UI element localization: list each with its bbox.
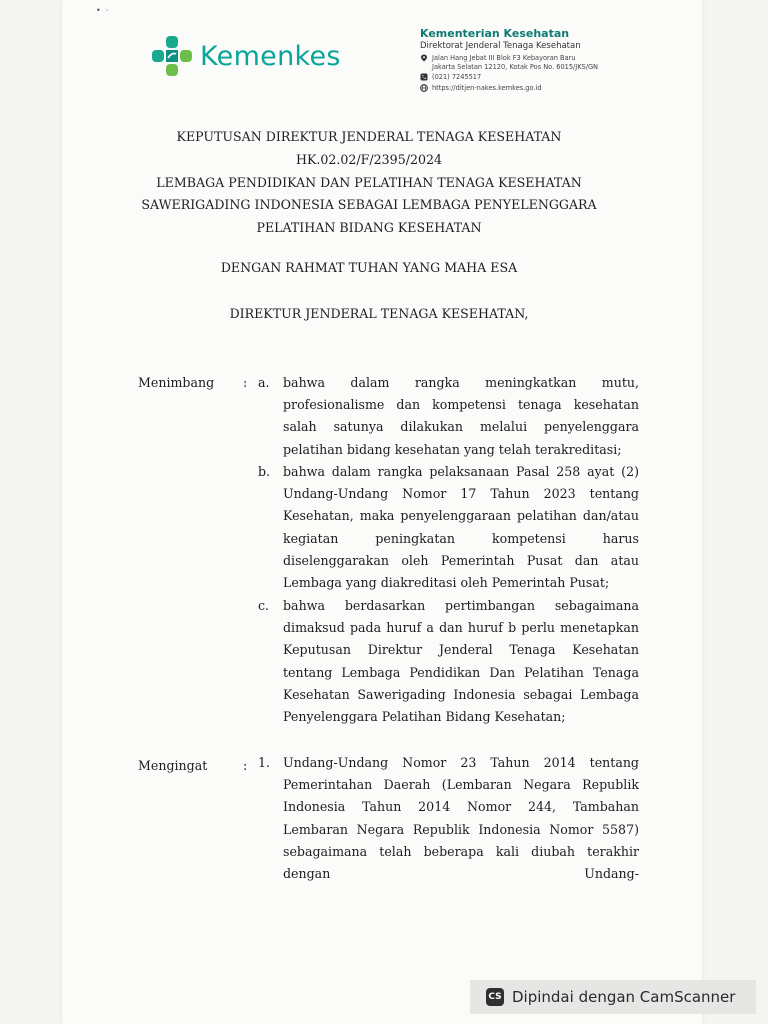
section-colon: : <box>243 375 248 390</box>
kemenkes-logo <box>150 34 341 78</box>
title-line-4: SAWERIGADING INDONESIA SEBAGAI LEMBAGA PENYELENGGARA <box>141 197 597 213</box>
phone-icon <box>420 73 428 81</box>
consideration-b: bahwa dalam rangka pelaksanaan Pasal 258 ayat (2) Undang-Undang Nomor 17 Tahun 2023 tentang Kesehatan, maka penyelenggaraan pelatihan dan/atau kegiatan peningkatan kompetensi harus diselenggarakan oleh Pemerintah Pusat dan atau Lembaga yang diakreditasi oleh Pemerintah Pusat; <box>283 464 639 591</box>
phone-row <box>420 73 598 82</box>
website-row <box>420 84 598 93</box>
location-pin-icon <box>420 54 428 62</box>
kemenkes-logo-icon <box>150 34 194 78</box>
item-marker: 1. <box>258 755 271 770</box>
official-title: DIREKTUR JENDERAL TENAGA KESEHATAN, <box>229 306 529 321</box>
camscanner-icon: CS <box>486 988 504 1006</box>
decree-number: HK.02.02/F/2395/2024 <box>295 151 442 167</box>
phone-number: (021) 7245517 <box>432 73 482 81</box>
item-marker: c. <box>258 598 270 613</box>
address-row <box>420 54 598 71</box>
item-marker: a. <box>258 375 270 390</box>
camscanner-watermark <box>470 980 756 1014</box>
directorate-name: Direktorat Jenderal Tenaga Kesehatan <box>420 41 581 51</box>
scan-specks: • · <box>96 6 109 15</box>
item-marker: b. <box>258 464 271 479</box>
legal-basis-1: Undang-Undang Nomor 23 Tahun 2014 tentang Pemerintahan Daerah (Lembaran Negara Republik Indonesia Tahun 2014 Nomor 244, Tambahan Lembaran Negara Republik Indonesia Nomor 5587) sebagaimana telah beberapa kali diubah terakhir dengan Undang- <box>283 755 639 882</box>
section-label-mengingat: Mengingat <box>138 758 208 773</box>
title-line-5: PELATIHAN BIDANG KESEHATAN <box>256 220 482 236</box>
section-colon: : <box>243 758 248 773</box>
ministry-name: Kementerian Kesehatan <box>420 27 570 40</box>
section-label-menimbang: Menimbang <box>138 375 215 390</box>
consideration-a: bahwa dalam rangka meningkatkan mutu, profesionalisme dan kompetensi tenaga kesehatan salah satunya dilakukan melalui penyelenggara pelatihan bidang kesehatan yang telah terakreditasi; <box>283 375 639 457</box>
logo-wordmark: Kemenkes <box>200 40 341 72</box>
letterhead-contact <box>420 27 598 92</box>
title-line-3: LEMBAGA PENDIDIKAN DAN PELATIHAN TENAGA KESEHATAN <box>156 174 582 190</box>
globe-icon <box>420 84 428 92</box>
camscanner-text: Dipindai dengan CamScanner <box>512 988 736 1006</box>
consideration-c: bahwa berdasarkan pertimbangan sebagaimana dimaksud pada huruf a dan huruf b perlu menetapkan Keputusan Direktur Jenderal Tenaga Kesehatan tentang Lembaga Pendidikan Dan Pelatihan Tenaga Kesehatan Sawerigading Indonesia sebagai Lembaga Penyelenggara Pelatihan Bidang Kesehatan; <box>283 598 639 725</box>
title-line-1: KEPUTUSAN DIREKTUR JENDERAL TENAGA KESEHATAN <box>176 129 562 144</box>
website-url: https://ditjen-nakes.kemkes.go.id <box>432 83 542 92</box>
address-line-1: Jalan Hang Jebat III Blok F3 Kebayoran Baru <box>432 54 576 62</box>
salutation: DENGAN RAHMAT TUHAN YANG MAHA ESA <box>220 260 518 275</box>
address-line-2: Jakarta Selatan 12120, Kotak Pos No. 6015/JKS/GN <box>432 62 598 71</box>
decree-title <box>0 126 768 240</box>
